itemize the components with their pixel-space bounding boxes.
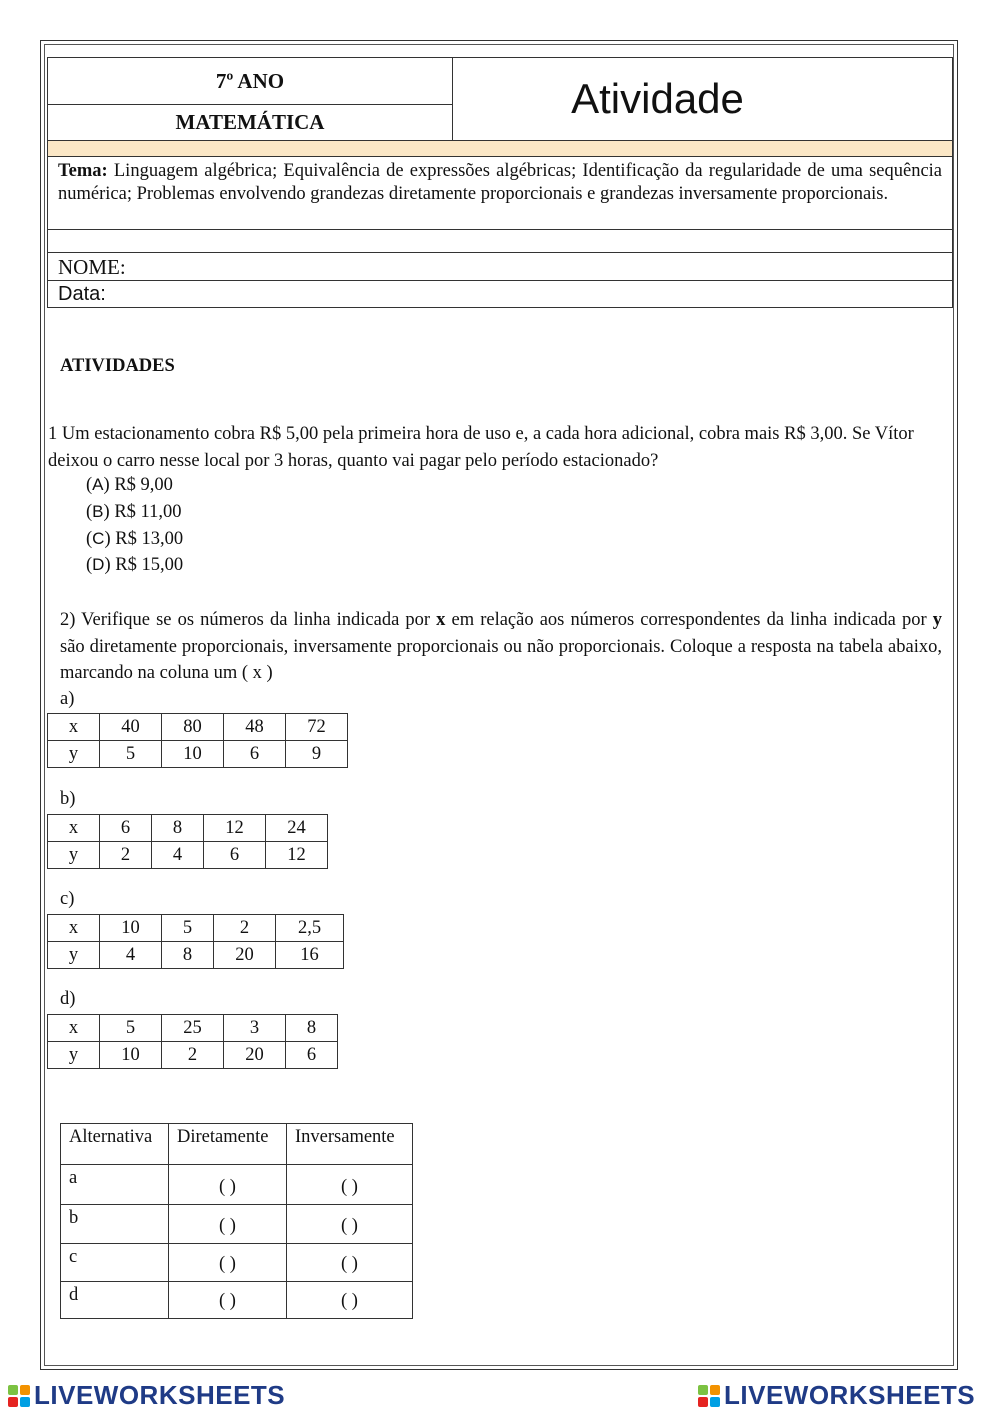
- table-cell: 6: [100, 815, 152, 842]
- table-cell: 25: [162, 1015, 224, 1042]
- liveworksheets-logo-icon: [8, 1385, 30, 1407]
- option-c-letter: C: [92, 529, 105, 548]
- answer-alt-label: c: [61, 1244, 169, 1282]
- empty-row: [47, 229, 953, 253]
- subject-text: MATEMÁTICA: [175, 110, 325, 134]
- answer-checkbox-inversamente[interactable]: ( ): [287, 1244, 413, 1282]
- table-cell: 10: [162, 741, 224, 768]
- liveworksheets-logo-right: [698, 1380, 975, 1411]
- q2-intro-1: 2) Verifique se os números da linha indicada por: [60, 610, 437, 630]
- q2-intro-2: em relação aos números correspondentes da linha indicada por: [445, 610, 933, 630]
- table-cell: 6: [224, 741, 286, 768]
- option-d-letter: D: [92, 555, 105, 574]
- table-cell: 8: [162, 942, 214, 969]
- table-cell: 80: [162, 714, 224, 741]
- table-a: [47, 713, 348, 768]
- date-field[interactable]: [47, 280, 953, 308]
- answer-table: [60, 1123, 413, 1319]
- table-c-row-y: [48, 942, 344, 969]
- table-cell: 24: [266, 815, 328, 842]
- table-cell: x: [48, 1015, 100, 1042]
- table-cell: 2,5: [276, 915, 344, 942]
- table-cell: 5: [100, 1015, 162, 1042]
- answer-checkbox-inversamente[interactable]: ( ): [287, 1165, 413, 1205]
- table-cell: 10: [100, 1042, 162, 1069]
- section-title: ATIVIDADES: [60, 356, 175, 376]
- table-cell: y: [48, 1042, 100, 1069]
- table-cell: x: [48, 815, 100, 842]
- question-2-text: [60, 607, 942, 687]
- header-alternativa: Alternativa: [61, 1124, 169, 1165]
- table-cell: 20: [224, 1042, 286, 1069]
- name-field[interactable]: [47, 252, 953, 281]
- option-a-value: R$ 9,00: [114, 475, 173, 495]
- table-cell: x: [48, 915, 100, 942]
- table-cell: 40: [100, 714, 162, 741]
- table-cell: 6: [204, 842, 266, 869]
- answer-alt-label: d: [61, 1282, 169, 1319]
- table-cell: y: [48, 942, 100, 969]
- table-c: [47, 914, 344, 969]
- table-cell: 4: [100, 942, 162, 969]
- table-cell: 4: [152, 842, 204, 869]
- tema-text: Linguagem algébrica; Equivalência de expressões algébricas; Identificação da regularidade de uma sequência numérica; Problemas envolvendo grandezas diretamente proporcionais e grandezas inversamente proporcionais.: [58, 161, 943, 204]
- answer-header-row: [61, 1124, 413, 1165]
- table-a-row-x: [48, 714, 348, 741]
- answer-checkbox-inversamente[interactable]: ( ): [287, 1282, 413, 1319]
- table-cell: 6: [286, 1042, 338, 1069]
- table-a-row-y: [48, 741, 348, 768]
- answer-checkbox-diretamente[interactable]: ( ): [169, 1282, 287, 1319]
- answer-row-a: [61, 1165, 413, 1205]
- table-cell: y: [48, 741, 100, 768]
- table-cell: 16: [276, 942, 344, 969]
- header-color-band: [47, 140, 953, 157]
- answer-checkbox-diretamente[interactable]: ( ): [169, 1165, 287, 1205]
- table-cell: 8: [286, 1015, 338, 1042]
- logo-text: LIVEWORKSHEETS: [724, 1380, 976, 1410]
- table-cell: 12: [266, 842, 328, 869]
- table-b-row-y: [48, 842, 328, 869]
- answer-checkbox-diretamente[interactable]: ( ): [169, 1244, 287, 1282]
- header-inversamente: Inversamente: [287, 1124, 413, 1165]
- header-diretamente: Diretamente: [169, 1124, 287, 1165]
- table-c-row-x: [48, 915, 344, 942]
- option-c[interactable]: (C) R$ 13,00: [86, 529, 184, 549]
- table-cell: 2: [214, 915, 276, 942]
- table-cell: y: [48, 842, 100, 869]
- table-cell: 8: [152, 815, 204, 842]
- table-d: [47, 1014, 338, 1069]
- table-cell: 5: [162, 915, 214, 942]
- answer-row-b: [61, 1205, 413, 1244]
- grade-cell: [47, 57, 453, 105]
- table-cell: 48: [224, 714, 286, 741]
- table-c-label: c): [60, 889, 75, 909]
- tema-cell: [47, 156, 953, 230]
- option-b[interactable]: (B) R$ 11,00: [86, 502, 182, 522]
- tema-label: Tema:: [58, 161, 108, 181]
- q2-bold-y: y: [932, 610, 942, 630]
- subject-cell: [47, 104, 453, 141]
- table-cell: 5: [100, 741, 162, 768]
- page-title: Atividade: [571, 75, 744, 122]
- answer-row-d: [61, 1282, 413, 1319]
- option-b-value: R$ 11,00: [114, 502, 182, 522]
- table-b: [47, 814, 328, 869]
- option-a-letter: A: [92, 475, 104, 494]
- table-cell: 9: [286, 741, 348, 768]
- liveworksheets-logo-icon: [698, 1385, 720, 1407]
- logo-text: LIVEWORKSHEETS: [34, 1380, 286, 1410]
- table-a-label: a): [60, 689, 75, 709]
- title-cell: [452, 57, 953, 141]
- table-d-row-y: [48, 1042, 338, 1069]
- answer-alt-label: b: [61, 1205, 169, 1244]
- table-d-label: d): [60, 989, 76, 1009]
- table-cell: x: [48, 714, 100, 741]
- option-c-value: R$ 13,00: [115, 529, 184, 549]
- answer-row-c: [61, 1244, 413, 1282]
- q2-intro-3: são diretamente proporcionais, inversamente proporcionais ou não proporcionais. Coloque a resposta na tabela abaixo, marcando na coluna um ( x ): [60, 636, 942, 683]
- table-b-label: b): [60, 789, 76, 809]
- name-label: NOME:: [58, 255, 126, 279]
- table-cell: 72: [286, 714, 348, 741]
- option-a[interactable]: (A) R$ 9,00: [86, 475, 173, 495]
- option-b-letter: B: [92, 502, 104, 521]
- option-d-value: R$ 15,00: [115, 555, 184, 575]
- table-cell: 12: [204, 815, 266, 842]
- table-cell: 2: [100, 842, 152, 869]
- q2-bold-x: x: [436, 610, 446, 630]
- table-cell: 2: [162, 1042, 224, 1069]
- table-d-row-x: [48, 1015, 338, 1042]
- table-b-row-x: [48, 815, 328, 842]
- answer-checkbox-inversamente[interactable]: ( ): [287, 1205, 413, 1244]
- table-cell: 20: [214, 942, 276, 969]
- table-cell: 10: [100, 915, 162, 942]
- answer-checkbox-diretamente[interactable]: ( ): [169, 1205, 287, 1244]
- date-label: Data:: [58, 283, 106, 305]
- liveworksheets-logo-left: [8, 1380, 285, 1411]
- answer-alt-label: a: [61, 1165, 169, 1205]
- question-1-text: 1 Um estacionamento cobra R$ 5,00 pela primeira hora de uso e, a cada hora adicional, cobra mais R$ 3,00. Se Vítor deixou o carro nesse local por 3 horas, quanto vai pagar pelo período estacionado?: [48, 424, 914, 471]
- option-d[interactable]: (D) R$ 15,00: [86, 555, 184, 575]
- table-cell: 3: [224, 1015, 286, 1042]
- grade-text: 7º ANO: [215, 68, 285, 93]
